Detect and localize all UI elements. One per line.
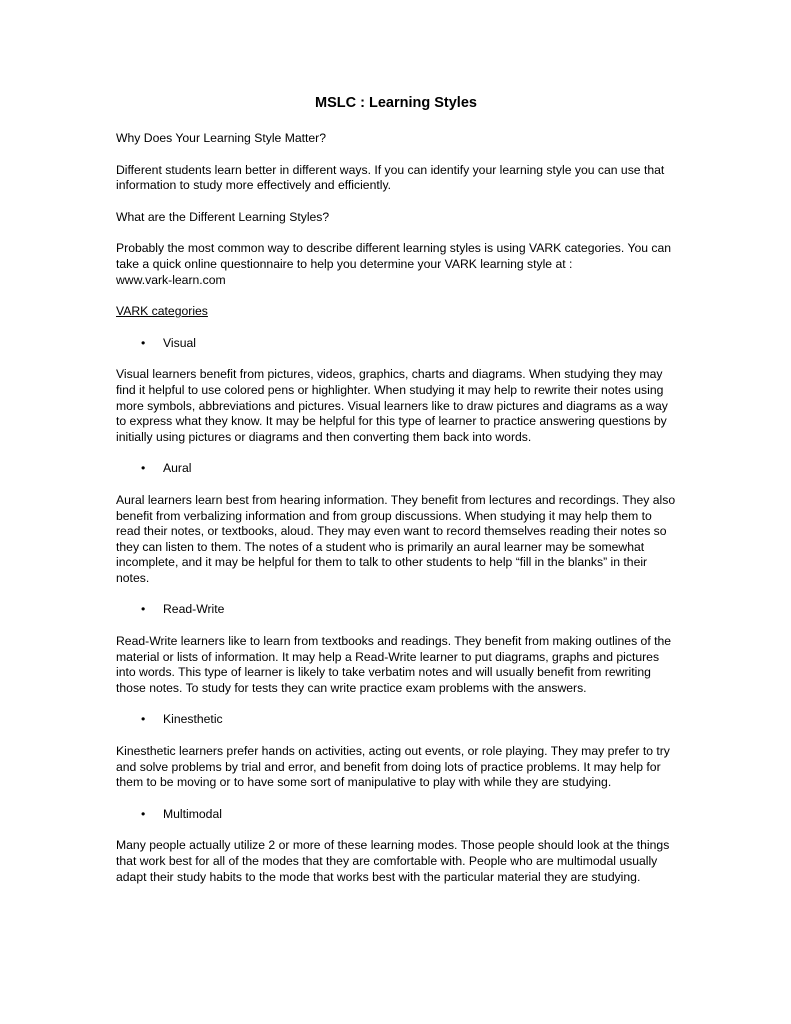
bullet-label: Aural (163, 461, 192, 476)
style-description: Aural learners learn best from hearing information. They benefit from lectures and recordings. They also benefit from verbalizing information and from group discussions. When studying it may help them to read their notes, or textbooks, aloud. They may even want to record themselves reading their notes so they can listen to them. The notes of a student who is primarily an aural learner may be somewhat incomplete, and it may be helpful for them to talk to other students to help “fill in the blanks” in their notes. (116, 492, 676, 585)
bullet-icon: • (141, 602, 146, 617)
section-heading: VARK categories (116, 304, 208, 319)
question-heading: What are the Different Learning Styles? (116, 209, 330, 224)
paragraph: Probably the most common way to describe different learning styles is using VARK categories. You can take a quick online questionnaire to help you determine your VARK learning style at : (116, 241, 672, 271)
document-page (116, 94, 676, 885)
bullet-label: Visual (163, 335, 196, 350)
bullet-item (116, 807, 676, 823)
vark-link[interactable]: www.vark-learn.com (116, 272, 226, 287)
bullet-label: Kinesthetic (163, 712, 223, 727)
bullet-icon: • (141, 461, 146, 476)
style-description: Many people actually utilize 2 or more of these learning modes. Those people should look at the things that work best for all of the modes that they are comfortable with. People who are multimodal usually adapt their study habits to the mode that works best with the particular material they are studying. (116, 838, 670, 884)
style-description: Kinesthetic learners prefer hands on activities, acting out events, or role playing. They may prefer to try and solve problems by trial and error, and benefit from doing lots of practice problems. It may help for them to be moving or to have some sort of manipulative to play with while they are studying. (116, 744, 670, 790)
bullet-icon: • (141, 712, 146, 727)
style-description: Visual learners benefit from pictures, videos, graphics, charts and diagrams. When studying they may find it helpful to use colored pens or highlighter. When studying it may help to rewrite their notes using more symbols, abbreviations and pictures. Visual learners like to draw pictures and diagrams as a way to express what they know. It may be helpful for this type of learner to practice answering questions by initially using pictures or diagrams and then converting them back into words. (116, 367, 668, 444)
bullet-item (116, 602, 676, 618)
bullet-item (116, 712, 676, 728)
paragraph: Different students learn better in different ways. If you can identify your learning style you can use that information to study more effectively and efficiently. (116, 162, 665, 193)
bullet-label: Read-Write (163, 602, 225, 617)
bullet-icon: • (141, 806, 146, 821)
question-heading: Why Does Your Learning Style Matter? (116, 131, 327, 145)
bullet-item (116, 336, 676, 352)
style-description: Read-Write learners like to learn from textbooks and readings. They benefit from making outlines of the material or lists of information. It may help a Read-Write learner to put diagrams, graphs and pictures into words. This type of learner is likely to take verbatim notes and will usually benefit from rewriting those notes. To study for tests they can write practice exam problems with the answers. (116, 634, 672, 695)
bullet-icon: • (141, 335, 146, 350)
bullet-label: Multimodal (163, 806, 222, 821)
paragraph-with-link (116, 241, 676, 288)
bullet-item (116, 461, 676, 477)
page-title: MSLC : Learning Styles (315, 95, 477, 111)
